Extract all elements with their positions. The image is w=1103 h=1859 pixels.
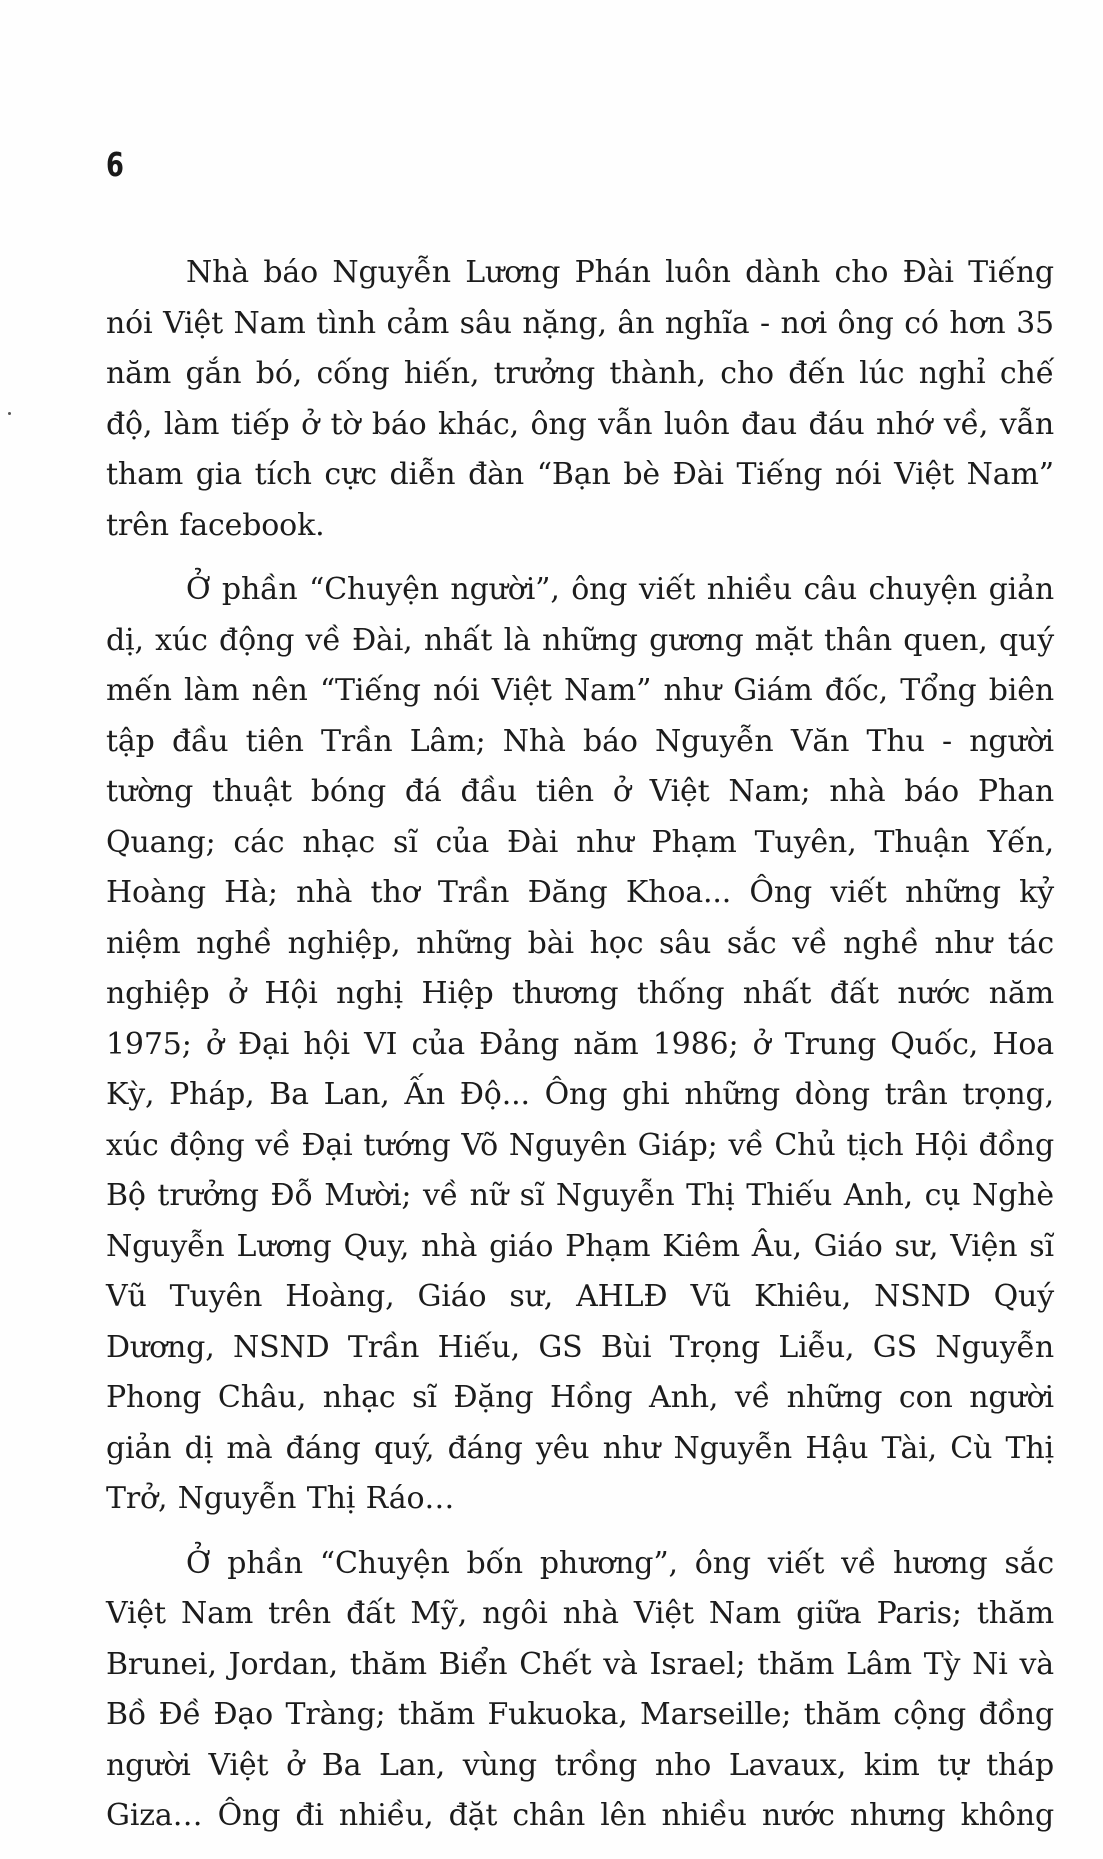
paragraph-1: Nhà báo Nguyễn Lương Phán luôn dành cho Đài Tiếng nói Việt Nam tình cảm sâu nặng, ân nghĩa - nơi ông có hơn 35 năm gắn bó, cống hiến, trưởng thành, cho đến lúc nghỉ chế độ, làm tiếp ở tờ báo khác, ông vẫn luôn đau đáu nhớ về, vẫn tham gia tích cực diễn đàn “Bạn bè Đài Tiếng nói Việt Nam” trên facebook. xyxy=(106,255,1054,543)
paragraph-2: Ở phần “Chuyện người”, ông viết nhiều câu chuyện giản dị, xúc động về Đài, nhất là những gương mặt thân quen, quý mến làm nên “Tiếng nói Việt Nam” như Giám đốc, Tổng biên tập đầu tiên Trần Lâm; Nhà báo Nguyễn Văn Thu - người tường thuật bóng đá đầu tiên ở Việt Nam; nhà báo Phan Quang; các nhạc sĩ của Đài như Phạm Tuyên, Thuận Yến, Hoàng Hà; nhà thơ Trần Đăng Khoa... Ông viết những kỷ niệm nghề nghiệp, những bài học sâu sắc về nghề như tác nghiệp ở Hội nghị Hiệp thương thống nhất đất nước năm 1975; ở Đại hội VI của Đảng năm 1986; ở Trung Quốc, Hoa Kỳ, Pháp, Ba Lan, Ấn Độ... Ông ghi những dòng trân trọng, xúc động về Đại tướng Võ Nguyên Giáp; về Chủ tịch Hội đồng Bộ trưởng Đỗ Mười; về nữ sĩ Nguyễn Thị Thiếu Anh, cụ Nghè Nguyễn Lương Quy, nhà giáo Phạm Kiêm Âu, Giáo sư, Viện sĩ Vũ Tuyên Hoàng, Giáo sư, AHLĐ Vũ Khiêu, NSND Quý Dương, NSND Trần Hiếu, GS Bùi Trọng Liễu, GS Nguyễn Phong Châu, nhạc sĩ Đặng Hồng Anh, về những con người giản dị mà đáng quý, đáng yêu như Nguyễn Hậu Tài, Cù Thị Trở, Nguyễn Thị Ráo… xyxy=(106,572,1054,1516)
paragraph-3: Ở phần “Chuyện bốn phương”, ông viết về hương sắc Việt Nam trên đất Mỹ, ngôi nhà Việt Nam giữa Paris; thăm Brunei, Jordan, thăm Biển Chết và Israel; thăm Lâm Tỳ Ni và Bồ Đề Đạo Tràng; thăm Fukuoka, Marseille; thăm cộng đồng người Việt ở Ba Lan, vùng trồng nho Lavaux, kim tự tháp Giza… Ông đi nhiều, đặt chân lên nhiều nước nhưng không xyxy=(106,1545,1054,1833)
body-text xyxy=(106,248,1054,1842)
scan-speck xyxy=(8,412,11,415)
page-number: 6 xyxy=(106,145,124,184)
